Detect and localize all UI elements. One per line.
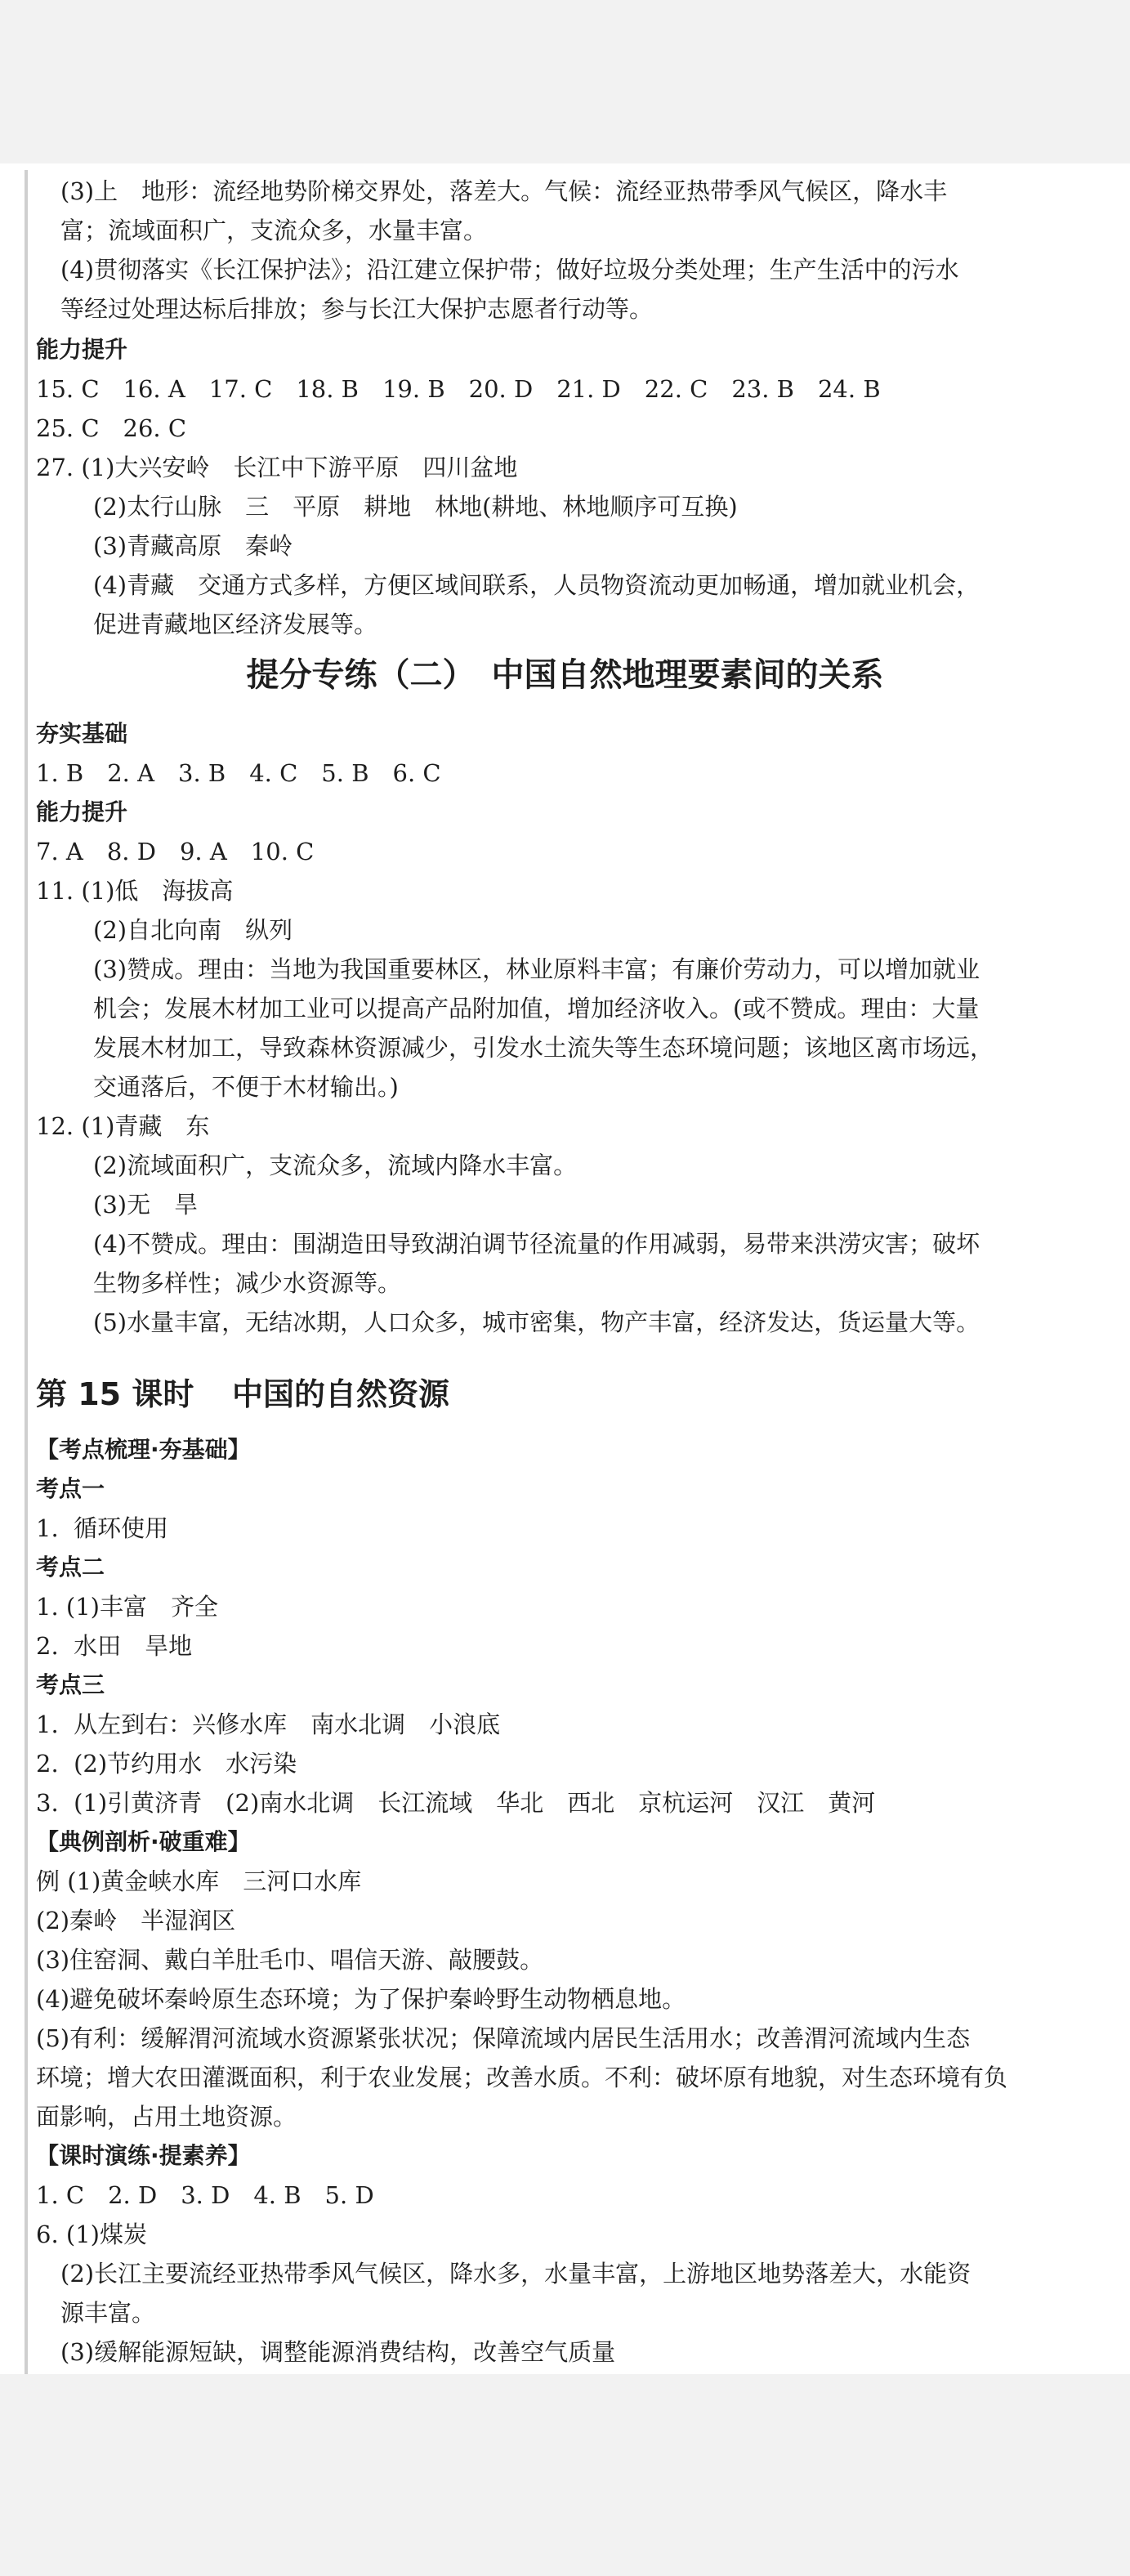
page-title: 提分专练（二） 中国自然地理要素间的关系 bbox=[246, 656, 884, 694]
answer-row: 1. C 2. D 3. D 4. B 5. D bbox=[36, 2181, 374, 2209]
section-heading: 夯实基础 bbox=[36, 720, 128, 747]
text-line: (3)无 旱 bbox=[93, 1191, 199, 1219]
section-heading: 考点三 bbox=[36, 1671, 105, 1698]
bracket-heading: 【课时演练·提素养】 bbox=[36, 2142, 251, 2169]
text-line: (5)水量丰富，无结冰期，人口众多，城市密集，物产丰富，经济发达，货运量大等。 bbox=[93, 1308, 980, 1336]
text-line: 促进青藏地区经济发展等。 bbox=[93, 610, 378, 638]
text-line: (2)流域面积广，支流众多，流域内降水丰富。 bbox=[93, 1152, 578, 1179]
text-line: 交通落后，不便于木材输出。) bbox=[93, 1073, 399, 1101]
text-line: 1. 从左到右：兴修水库 南水北调 小浪底 bbox=[36, 1711, 501, 1738]
example-line: 例 (1)黄金峡水库 三河口水库 bbox=[36, 1867, 362, 1895]
text-line: (2)秦岭 半湿润区 bbox=[36, 1907, 236, 1934]
text-line: (5)有利：缓解渭河流域水资源紧张状况；保障流域内居民生活用水；改善渭河流域内生态 bbox=[36, 2024, 971, 2052]
bottom-margin bbox=[0, 2374, 1130, 2576]
section-heading: 能力提升 bbox=[36, 798, 128, 825]
text-line: (3)住窑洞、戴白羊肚毛巾、唱信天游、敲腰鼓。 bbox=[36, 1946, 544, 1974]
text-line: (4)青藏 交通方式多样，方便区域间联系，人员物资流动更加畅通，增加就业机会， bbox=[93, 571, 980, 599]
text-line: 3. (1)引黄济青 (2)南水北调 长江流域 华北 西北 京杭运河 汉江 黄河 bbox=[36, 1789, 876, 1817]
section-heading: 考点二 bbox=[36, 1554, 105, 1581]
text-line: 2. (2)节约用水 水污染 bbox=[36, 1750, 297, 1778]
text-line: (3)赞成。理由：当地为我国重要林区，林业原料丰富；有廉价劳动力，可以增加就业 bbox=[93, 955, 980, 983]
question-6: 6. (1)煤炭 bbox=[36, 2220, 147, 2248]
text-line: (2)自北向南 纵列 bbox=[93, 916, 293, 944]
lesson-number: 第 15 课时 bbox=[36, 1376, 194, 1412]
question-12: 12. (1)青藏 东 bbox=[36, 1112, 210, 1140]
text-line: 源丰富。 bbox=[60, 2299, 156, 2327]
text-line: 生物多样性；减少水资源等。 bbox=[93, 1269, 402, 1297]
text-line: 面影响，占用土地资源。 bbox=[36, 2103, 297, 2131]
text-line: (3)上 地形：流经地势阶梯交界处，落差大。气候：流经亚热带季风气候区，降水丰 bbox=[60, 177, 948, 205]
text-line: 2. 水田 旱地 bbox=[36, 1632, 193, 1660]
text-line: (4)贯彻落实《长江保护法》；沿江建立保护带；做好垃圾分类处理；生产生活中的污水 bbox=[60, 256, 959, 284]
answer-row: 1. B 2. A 3. B 4. C 5. B 6. C bbox=[36, 759, 441, 787]
top-margin bbox=[0, 0, 1130, 163]
answer-row: 25. C 26. C bbox=[36, 414, 187, 442]
answer-row: 7. A 8. D 9. A 10. C bbox=[36, 838, 315, 865]
question-11: 11. (1)低 海拔高 bbox=[36, 877, 234, 905]
text-line: (4)避免破坏秦岭原生态环境；为了保护秦岭野生动物栖息地。 bbox=[36, 1985, 686, 2013]
text-line: (3)缓解能源短缺，调整能源消费结构，改善空气质量 bbox=[60, 2338, 616, 2366]
section-heading: 考点一 bbox=[36, 1475, 105, 1502]
left-margin-rule bbox=[25, 170, 28, 2377]
bracket-heading: 【考点梳理·夯基础】 bbox=[36, 1436, 251, 1463]
text-line: 1. (1)丰富 齐全 bbox=[36, 1593, 218, 1621]
question-27: 27. (1)大兴安岭 长江中下游平原 四川盆地 bbox=[36, 454, 518, 481]
text-line: 1. 循环使用 bbox=[36, 1514, 169, 1542]
text-line: 富；流域面积广，支流众多，水量丰富。 bbox=[60, 217, 488, 244]
text-line: (4)不赞成。理由：围湖造田导致湖泊调节径流量的作用减弱，易带来洪涝灾害；破坏 bbox=[93, 1230, 980, 1258]
bracket-heading: 【典例剖析·破重难】 bbox=[36, 1828, 251, 1855]
text-line: (2)长江主要流经亚热带季风气候区，降水多，水量丰富，上游地区地势落差大，水能资 bbox=[60, 2260, 971, 2288]
text-line: 等经过处理达标后排放；参与长江大保护志愿者行动等。 bbox=[60, 295, 654, 323]
text-line: 机会；发展木材加工业可以提高产品附加值，增加经济收入。(或不赞成。理由：大量 bbox=[93, 995, 980, 1022]
text-line: (2)太行山脉 三 平原 耕地 林地(耕地、林地顺序可互换) bbox=[93, 493, 738, 521]
text-line: 环境；增大农田灌溉面积，利于农业发展；改善水质。不利：破坏原有地貌，对生态环境有负 bbox=[36, 2064, 1008, 2091]
text-line: (3)青藏高原 秦岭 bbox=[93, 532, 293, 560]
section-heading: 能力提升 bbox=[36, 336, 128, 363]
lesson-title: 中国的自然资源 bbox=[232, 1376, 450, 1412]
answer-row: 15. C 16. A 17. C 18. B 19. B 20. D 21. D 22. C 23. B 24. B bbox=[36, 375, 881, 403]
text-line: 发展木材加工，导致森林资源减少，引发水土流失等生态环境问题；该地区离市场远， bbox=[93, 1034, 994, 1062]
